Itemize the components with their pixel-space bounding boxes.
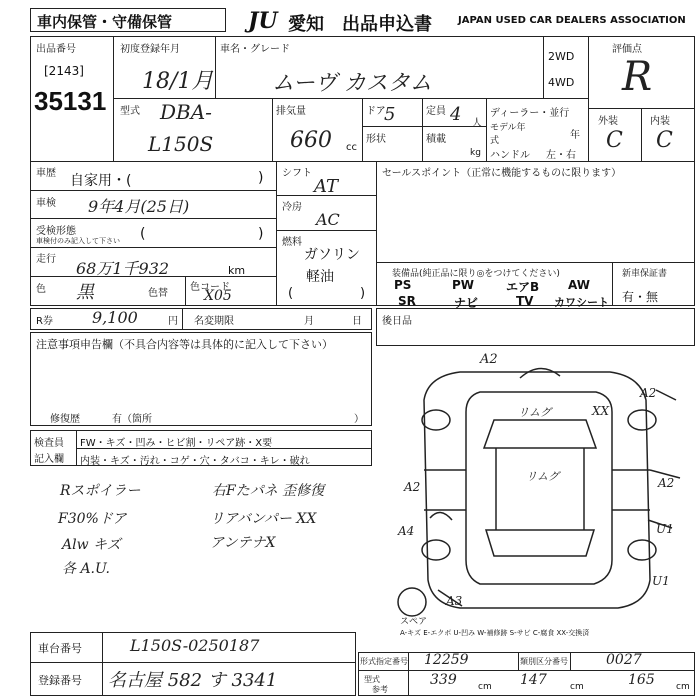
receipt-note: 車検付のみ記入して下さい [36, 237, 120, 245]
reg-year-label: 初度登録年月 [120, 44, 180, 55]
interior-label: 内装 [650, 116, 670, 127]
handle-label: ハンドル [490, 150, 530, 161]
note-left-1: Rスポイラー [60, 483, 141, 499]
cert-ref-label: 参考 [372, 685, 388, 694]
ju-logo: JU [248, 8, 278, 34]
damage-legend: A-キズ E-エクボ U-凹み W-補修跡 S-サビ C-腐食 XX-交換済 [400, 629, 590, 637]
warranty-label: 新車保証書 [622, 269, 668, 279]
color-code-label: 色コード [190, 282, 230, 293]
mark-a3: A3 [446, 594, 463, 608]
inspector-label2: 記入欄 [34, 454, 64, 465]
capacity-label: 定員 [426, 106, 446, 117]
color-label: 色 [36, 284, 46, 295]
association-name: JAPAN USED CAR DEALERS ASSOCIATION [458, 15, 686, 26]
shift-value: AT [314, 176, 339, 197]
mileage-unit: km [228, 264, 246, 277]
rear-seat-label: 後日品 [382, 316, 412, 327]
note-left-4: 各 A.U. [62, 561, 110, 577]
cert-w-unit: cm [570, 682, 584, 692]
cert-label-1: 形式指定番号 [360, 657, 408, 666]
exterior-value: C [606, 128, 623, 153]
mark-xx: XX [592, 404, 610, 418]
lot-label: 出品番号 [36, 44, 76, 55]
inspector-row2: 内装・キズ・汚れ・コゲ・穴・タバコ・キレ・破れ [80, 456, 310, 467]
model-year-label: モデル年式 [490, 123, 526, 146]
warranty-value: 有・無 [622, 290, 659, 304]
kg-label: kg [470, 148, 481, 158]
chassis-value: L150S-0250187 [130, 636, 260, 655]
mark-ua2-side: A2 [658, 476, 675, 490]
note-left-2: F30%ドア [58, 511, 127, 527]
load-label: 積載 [426, 134, 446, 145]
repair-label: 修復歴 [50, 414, 80, 425]
note-right-3: アンテナX [210, 535, 276, 551]
recycle-unit: 円 [168, 316, 178, 327]
model-code: L150S [148, 132, 214, 156]
history-close: ) [258, 170, 264, 186]
receipt-close: ) [258, 226, 264, 242]
capacity-unit: 人 [472, 118, 482, 129]
cert-l: 165 [628, 672, 655, 688]
model-year-unit: 年 [570, 130, 580, 141]
fuel-gasoline: ガソリン [304, 247, 360, 263]
cert-value-2: 0027 [606, 652, 642, 668]
divider [518, 652, 519, 670]
reg-year-value: 18/1月 [142, 69, 214, 94]
door-value: 5 [384, 104, 396, 125]
note-left-3: Alw キズ [62, 537, 121, 553]
chassis-label: 車台番号 [38, 642, 82, 655]
repair-value: 有（箇所 [112, 414, 152, 425]
storage-label: 車内保管・守備保管 [30, 8, 226, 32]
mileage-value: 68万1千932 [76, 259, 170, 278]
drive-4wd: 4WD [548, 76, 575, 89]
divider [102, 632, 103, 696]
equip-seat: カワシート [554, 296, 609, 309]
notice-label: 注意事項申告欄（不具合内容等は具体的に記入して下さい） [36, 338, 333, 351]
model-prefix: DBA- [160, 100, 212, 124]
lot-bracket: [2143] [44, 64, 84, 78]
divider [30, 662, 356, 663]
equip-aw: AW [568, 278, 590, 292]
grade-value: R [622, 54, 653, 100]
inspection-label: 車検 [36, 198, 56, 209]
color-code-value: X05 [204, 288, 232, 304]
interior-value: C [656, 128, 673, 153]
sheet-title: 出品申込書 [342, 14, 432, 35]
fuel-paren: ( [288, 286, 294, 301]
inspector-label1: 検査員 [34, 438, 64, 449]
equipment-label: 装備品(純正品に限り◎をつけてください) [392, 269, 560, 279]
plate-value: 名古屋 582 す 3341 [108, 670, 278, 691]
fuel-label: 燃料 [282, 237, 302, 248]
paint-label: 色替 [148, 288, 168, 299]
history-value: 自家用・( [70, 173, 132, 189]
drive-2wd: 2WD [548, 50, 575, 63]
capacity-value: 4 [450, 104, 462, 125]
mileage-label: 走行 [36, 254, 56, 265]
displacement-label: 排気量 [276, 106, 306, 117]
fuel-close: ) [360, 286, 366, 301]
mark-a4: A4 [398, 524, 415, 538]
mark-ua2: A2 [640, 386, 657, 400]
note-right-1: 右Fたパネ 歪修復 [212, 483, 325, 499]
mark-rim-top: リムグ [518, 406, 551, 419]
exterior-label: 外装 [598, 116, 618, 127]
car-name-label: 車名・グレード [220, 44, 290, 55]
cert-w: 147 [520, 672, 547, 688]
mark-rim-mid: リムグ [526, 470, 559, 483]
door-label: ドア [366, 106, 386, 117]
recycle-value: 9,100 [92, 308, 138, 327]
mark-u1-right: U1 [656, 522, 674, 536]
inspection-value: 9年4月(25日) [88, 197, 190, 216]
cert-label-2: 類別区分番号 [520, 657, 568, 666]
plate-label: 登録番号 [38, 674, 82, 687]
name-change-day: 日 [352, 316, 362, 327]
cert-h-unit: cm [478, 682, 492, 692]
equip-airbag: エアB [506, 280, 540, 294]
equip-pw: PW [452, 278, 475, 292]
color-value: 黒 [76, 282, 94, 303]
aircon-value: AC [316, 210, 340, 229]
note-right-2: リアバンパー XX [210, 511, 317, 527]
grade-label: 評価点 [612, 44, 642, 55]
equip-sr: SR [398, 294, 416, 308]
spare-label: スペア [400, 617, 428, 627]
inspector-row1: FW・キズ・凹み・ヒビ割・リペア跡・X要 [80, 438, 273, 449]
model-label: 型式 [120, 106, 140, 117]
divider [408, 652, 409, 696]
receipt-label: 受検形態 [36, 226, 76, 237]
lot-number: 35131 [34, 86, 107, 116]
org-name: 愛知 [288, 14, 324, 35]
displacement-unit: cc [346, 142, 357, 153]
fuel-diesel: 軽油 [306, 269, 334, 285]
equip-tv: TV [516, 294, 534, 308]
receipt-paren: ( [140, 226, 146, 242]
recycle-label: R券 [36, 316, 53, 327]
repair-close: ） [354, 414, 364, 425]
divider [570, 652, 571, 670]
handle-options: 左・右 [546, 150, 576, 161]
history-label: 車歴 [36, 168, 56, 179]
sales-point-label: セールスポイント（正常に機能するものに限ります） [382, 168, 622, 179]
mark-u1-right2: U1 [652, 574, 670, 588]
cert-side-label: 型式 [364, 675, 380, 684]
shift-label: シフト [282, 168, 312, 179]
equip-navi: ナビ [454, 296, 479, 310]
cert-value-1: 12259 [424, 652, 469, 668]
name-change-month: 月 [304, 316, 314, 327]
dealer-label: ディーラー・並行 [490, 108, 570, 119]
car-name-value: ムーヴ カスタム [272, 71, 432, 96]
cert-h: 339 [430, 672, 457, 688]
mark-a2-top: A2 [480, 352, 498, 367]
equip-ps: PS [394, 278, 412, 292]
cert-l-unit: cm [676, 682, 690, 692]
name-change-label: 名変期限 [194, 316, 234, 327]
mark-a2-left: A2 [404, 480, 421, 494]
aircon-label: 冷房 [282, 202, 302, 213]
displacement-value: 660 [290, 128, 332, 153]
shape-label: 形状 [366, 134, 386, 145]
